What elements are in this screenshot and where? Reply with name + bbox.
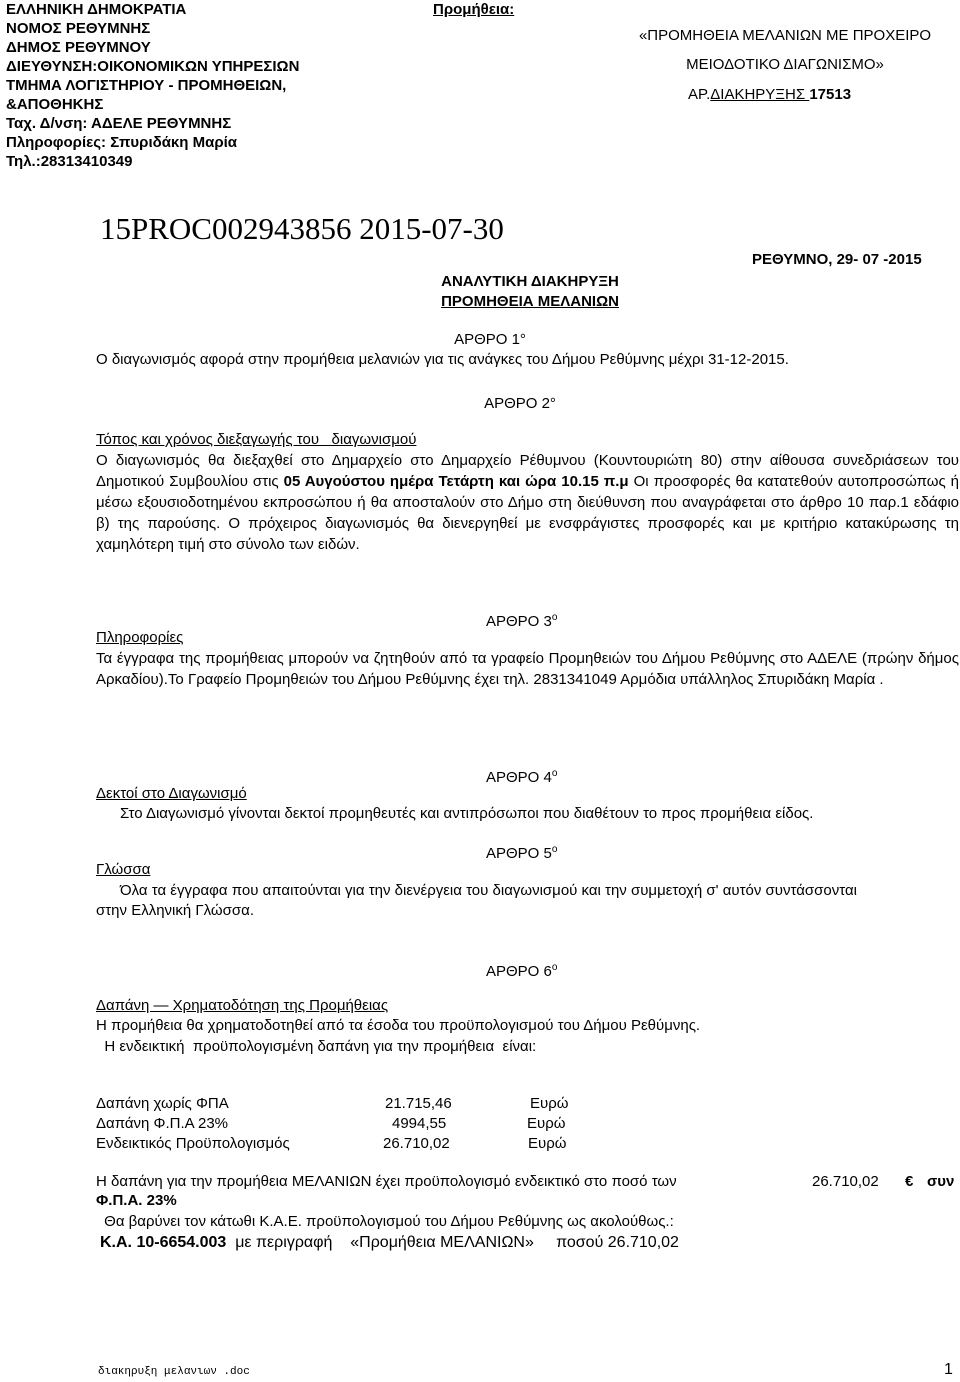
authority-line: &ΑΠΟΘΗΚΗΣ bbox=[6, 96, 104, 113]
budget-code-line bbox=[100, 1233, 679, 1253]
declaration-number-label: ΔΙΑΚΗΡΥΞΗΣ bbox=[710, 86, 810, 103]
article-2-subtitle: Τόπος και χρόνος διεξαγωγής του διαγωνισμού bbox=[96, 431, 417, 448]
article-3-sup: ο bbox=[551, 612, 558, 623]
procurement-label: Προμήθεια: bbox=[433, 1, 515, 18]
procurement-title-1: «ΠΡΟΜΗΘΕΙΑ ΜΕΛΑΝΙΩΝ ΜΕ ΠΡΟΧΕΙΡΟ bbox=[638, 27, 932, 44]
authority-block bbox=[6, 0, 299, 171]
article-4-sup: ο bbox=[551, 768, 558, 779]
article-2-text-b: Οι προσφορές θα κατατεθούν αυτοπροσώπως ή μέσω εξουσιοδοτημένου εκπροσώπου ή θα αποσταλούν στο Δήμο στη διεύθυνση που αναγράφεται στο άρθρο 10 παρ.1 εδάφιο β) της παρούσης. Ο πρόχειρος διαγωνισμός θα διενεργηθεί με ενσφράγιστες προσφορές και με κριτήριο κατακύρωσης τη χαμηλότερη τιμή στο σύνολο των ειδών. bbox=[96, 473, 959, 553]
article-6-text-1: Η προμήθεια θα χρηματοδοτηθεί από τα έσοδα του προϋπολογισμού του Δήμου Ρεθύμνης. bbox=[96, 1017, 701, 1034]
article-5-text-2: στην Ελληνική Γλώσσα. bbox=[96, 902, 254, 919]
declaration-number-prefix: ΑΡ. bbox=[688, 86, 711, 103]
article-5-subtitle: Γλώσσα bbox=[96, 861, 151, 878]
article-4-text: Στο Διαγωνισμό γίνονται δεκτοί προμηθευτές και αντιπρόσωποι που διαθέτουν το προς προμήθεια είδος. bbox=[120, 805, 814, 822]
cost-unit: Ευρώ bbox=[527, 1115, 566, 1132]
article-2-date-time: 05 Αυγούστου ημέρα Τετάρτη και ώρα 10.15 π.μ bbox=[283, 473, 629, 490]
article-1-title: ΑΡΘΡΟ 1° bbox=[454, 331, 526, 348]
article-2-title: ΑΡΘΡΟ 2° bbox=[484, 395, 556, 412]
cost-unit: Ευρώ bbox=[528, 1135, 567, 1152]
authority-line: ΤΜΗΜΑ ΛΟΓΙΣΤΗΡΙΟΥ - ΠΡΟΜΗΘΕΙΩΝ, bbox=[6, 77, 287, 94]
declaration-number bbox=[688, 85, 851, 105]
article-4-title-text: ΑΡΘΡΟ 4 bbox=[486, 769, 552, 786]
authority-line: Ταχ. Δ/νση: ΑΔΕΛΕ ΡΕΘΥΜΝΗΣ bbox=[6, 115, 232, 132]
article-3-title-text: ΑΡΘΡΟ 3 bbox=[486, 613, 552, 630]
place-date: ΡΕΘΥΜΝΟ, 29- 07 -2015 bbox=[752, 251, 922, 268]
authority-line: Πληροφορίες: Σπυριδάκη Μαρία bbox=[6, 134, 238, 151]
euro-symbol: € bbox=[905, 1173, 914, 1190]
article-4-subtitle: Δεκτοί στο Διαγωνισμό bbox=[96, 785, 247, 802]
cost-label: Δαπάνη Φ.Π.Α 23% bbox=[96, 1115, 229, 1132]
authority-line: ΝΟΜΟΣ ΡΕΘΥΜΝΗΣ bbox=[6, 20, 151, 37]
cost-label: Δαπάνη χωρίς ΦΠΑ bbox=[96, 1095, 229, 1112]
article-6-title bbox=[486, 958, 557, 982]
article-6-text-2: Η ενδεικτική προϋπολογισμένη δαπάνη για την προμήθεια είναι: bbox=[96, 1038, 537, 1055]
budget-summary-suffix: συν bbox=[927, 1173, 955, 1190]
article-4-title bbox=[486, 764, 557, 788]
article-3-text: Τα έγγραφα της προμήθειας μπορούν να ζητηθούν από τα γραφείο Προμηθειών του Δήμου Ρεθύμνης στο ΑΔΕΛΕ (πρώην δήμος Αρκαδίου).Το Γραφείο Προμηθειών του Δήμου Ρεθύμνης έχει τηλ. 2831341049 Αρμόδια υπάλληλος Σπυριδάκη Μαρία . bbox=[96, 650, 959, 688]
document-id: 15PROC002943856 2015-07-30 bbox=[100, 211, 504, 246]
charge-text: Θα βαρύνει τον κάτωθι Κ.Α.Ε. προϋπολογισμού του Δήμου Ρεθύμνης ως ακολούθως.: bbox=[100, 1213, 674, 1230]
article-5-title bbox=[486, 840, 557, 864]
main-heading-2: ΠΡΟΜΗΘΕΙΑ ΜΕΛΑΝΙΩΝ bbox=[441, 293, 619, 310]
authority-line: Τηλ.:28313410349 bbox=[6, 153, 133, 170]
budget-summary-amount: 26.710,02 bbox=[812, 1173, 879, 1190]
article-6-sup: ο bbox=[551, 962, 558, 973]
cost-amount: 4994,55 bbox=[392, 1115, 447, 1132]
article-3-title bbox=[486, 608, 557, 632]
article-6-subtitle: Δαπάνη — Χρηματοδότηση της Προμήθειας bbox=[96, 997, 389, 1014]
article-6-title-text: ΑΡΘΡΟ 6 bbox=[486, 963, 552, 980]
page-number: 1 bbox=[944, 1361, 953, 1378]
main-heading-1: ΑΝΑΛΥΤΙΚΗ ΔΙΑΚΗΡΥΞΗ bbox=[441, 273, 619, 290]
article-5-title-text: ΑΡΘΡΟ 5 bbox=[486, 845, 552, 862]
article-1-text: Ο διαγωνισμός αφορά στην προμήθεια μελανιών για τις ανάγκες του Δήμου Ρεθύμνης μέχρι 31-12-2015. bbox=[96, 351, 789, 368]
cost-amount: 26.710,02 bbox=[383, 1135, 450, 1152]
article-3-subtitle: Πληροφορίες bbox=[96, 629, 184, 646]
cost-amount: 21.715,46 bbox=[385, 1095, 452, 1112]
article-5-text-1: Όλα τα έγγραφα που απαιτούνται για την διενέργεια του διαγωνισμού και την συμμετοχή σ' αυτόν συντάσσονται bbox=[120, 882, 857, 899]
budget-summary-text: Η δαπάνη για την προμήθεια ΜΕΛΑΝΙΩΝ έχει προϋπολογισμό ενδεικτικό στο ποσό των bbox=[96, 1173, 677, 1190]
cost-label: Ενδεικτικός Προϋπολογισμός bbox=[96, 1135, 290, 1152]
budget-code-description: με περιγραφή «Προμήθεια ΜΕΛΑΝΙΩΝ» ποσού 26.710,02 bbox=[226, 1234, 679, 1251]
budget-code: Κ.Α. 10-6654.003 bbox=[100, 1234, 227, 1251]
authority-line: ΔΗΜΟΣ ΡΕΘΥΜΝΟΥ bbox=[6, 39, 151, 56]
procurement-title-2: ΜΕΙΟΔΟΤΙΚΟ ΔΙΑΓΩΝΙΣΜΟ» bbox=[686, 56, 884, 73]
cost-unit: Ευρώ bbox=[530, 1095, 569, 1112]
declaration-number-value: 17513 bbox=[809, 86, 852, 103]
article-2-text-a: Ο διαγωνισμός θα διεξαχθεί στο Δημαρχείο στο Δημαρχείο Ρέθυμνου (Κουντουριώτη 80) στην αίθουσα συνεδριάσεων του Δημοτικού Συμβουλίου στις bbox=[96, 452, 959, 490]
budget-summary-vat: Φ.Π.Α. 23% bbox=[96, 1192, 177, 1209]
footer-filename: διακηρυξη μελανιων .doc bbox=[98, 1366, 250, 1378]
article-2-text bbox=[96, 450, 959, 555]
authority-line: ΔΙΕΥΘΥΝΣΗ:ΟΙΚΟΝΟΜΙΚΩΝ ΥΠΗΡΕΣΙΩΝ bbox=[6, 58, 300, 75]
article-5-sup: ο bbox=[551, 844, 558, 855]
authority-line: ΕΛΛΗΝΙΚΗ ΔΗΜΟΚΡΑΤΙΑ bbox=[6, 1, 187, 18]
